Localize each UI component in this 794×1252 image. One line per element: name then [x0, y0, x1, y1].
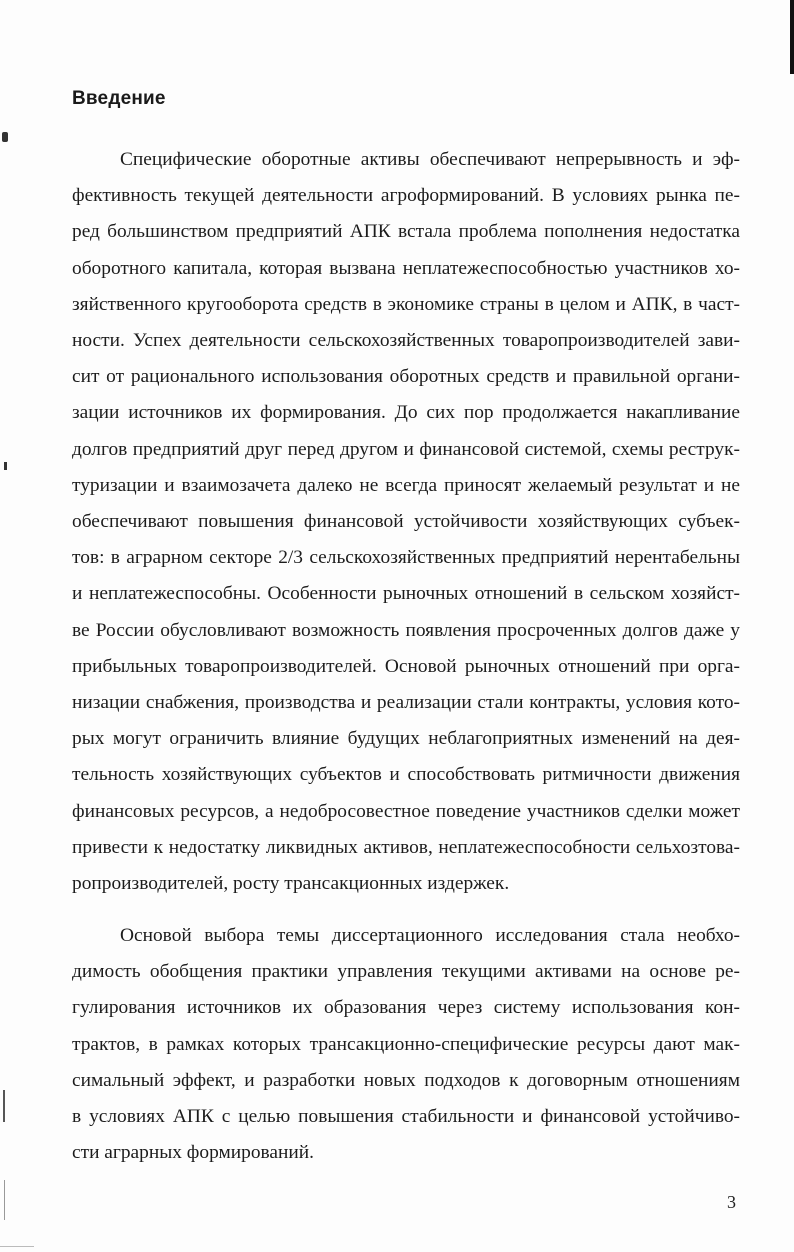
text-line: димость обобщения практики управления текущими активами на основе ре-	[72, 961, 740, 983]
text-line: ности. Успех деятельности сельскохозяйственных товаропроизводителей зави-	[72, 330, 740, 352]
page-number: 3	[727, 1192, 736, 1212]
text-line: и неплатежеспособны. Особенности рыночных отношений в сельском хозяйст-	[72, 583, 740, 605]
text-line: тельность хозяйствующих субъектов и способствовать ритмичности движения	[72, 764, 740, 786]
text-line: ропроизводителей, росту трансакционных издержек.	[72, 873, 510, 895]
text-line: в условиях АПК с целью повышения стабильности и финансовой устойчиво-	[72, 1106, 740, 1128]
text-line: Специфические оборотные активы обеспечивают непрерывность и эф-	[120, 149, 740, 170]
text-line: оборотного капитала, которая вызвана неплатежеспособностью участников хо-	[72, 257, 740, 279]
scan-mark	[4, 462, 7, 470]
scan-mark	[4, 1180, 5, 1220]
text-line: зации источников их формирования. До сих пор продолжается накапливание	[72, 402, 740, 424]
text-line: симальный эффект, и разработки новых подходов к договорным отношениям	[72, 1069, 740, 1091]
text-line: туризации и взаимозачета далеко не всегда приносят желаемый результат и не	[72, 474, 740, 496]
text-line: сит от рационального использования оборотных средств и правильной органи-	[72, 366, 740, 388]
text-line: зяйственного кругооборота средств в экономике страны в целом и АПК, в част-	[72, 293, 740, 315]
scan-edge-artifact	[790, 0, 794, 74]
text-line: прибыльных товаропроизводителей. Основой рыночных отношений при орга-	[72, 655, 740, 677]
text-line: гулирования источников их образования через систему использования кон-	[72, 997, 740, 1019]
text-line: сти аграрных формирований.	[72, 1142, 314, 1164]
text-line: фективность текущей деятельности агроформирований. В условиях рынка пе-	[72, 185, 740, 207]
text-line: низации снабжения, производства и реализации стали контракты, условия кото-	[72, 692, 740, 714]
text-line: трактов, в рамках которых трансакционно-специфические ресурсы дают мак-	[72, 1033, 740, 1055]
scan-mark	[2, 132, 8, 142]
paragraph-1	[72, 142, 740, 902]
text-line: рых могут ограничить влияние будущих неблагоприятных изменений на дея-	[72, 728, 740, 750]
paragraph-2	[72, 918, 740, 1171]
text-line: ве России обусловливают возможность появления просроченных долгов даже у	[72, 619, 740, 641]
scan-mark	[3, 1090, 5, 1122]
scan-mark	[0, 1246, 34, 1247]
text-line: обеспечивают повышения финансовой устойчивости хозяйствующих субъек-	[72, 511, 740, 533]
text-line: тов: в аграрном секторе 2/3 сельскохозяйственных предприятий нерентабельны	[72, 547, 740, 569]
text-line: Основой выбора темы диссертационного исследования стала необхо-	[120, 925, 740, 946]
text-line: ред большинством предприятий АПК встала проблема пополнения недостатка	[72, 221, 740, 243]
text-line: долгов предприятий друг перед другом и финансовой системой, схемы реструк-	[72, 438, 740, 460]
text-line: финансовых ресурсов, а недобросовестное поведение участников сделки может	[72, 800, 740, 822]
text-line: привести к недостатку ликвидных активов, неплатежеспособности сельхозтова-	[72, 836, 740, 858]
section-heading: Введение	[72, 88, 166, 109]
